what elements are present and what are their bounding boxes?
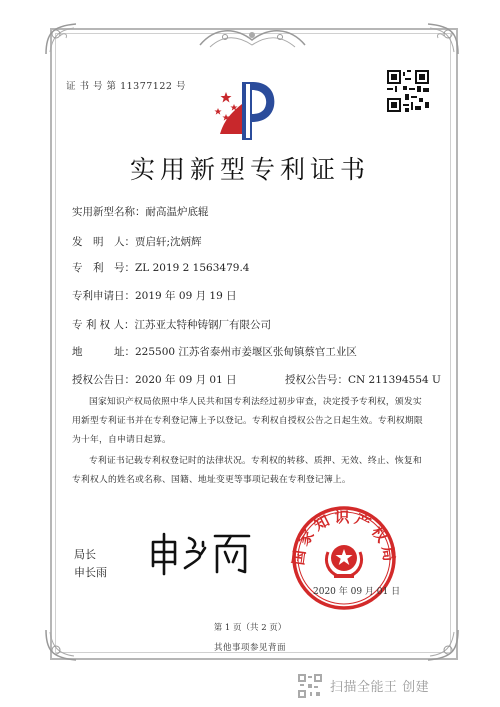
field-value: 225500 江苏省泰州市姜堰区张甸镇蔡官工业区 (135, 346, 357, 358)
corner-ornament-icon (426, 22, 460, 56)
field-inventor (72, 234, 202, 249)
field-label: 授权公告日： (72, 374, 135, 386)
signatory-title: 局长 (74, 548, 96, 561)
certificate-paragraph: 专利证书记载专利权登记时的法律状况。专利权的转移、质押、无效、终止、恢复和专利权人的姓名或名称、国籍、地址变更等事项记载在专利登记簿上。 (72, 456, 422, 485)
field-value: 2019 年 09 月 19 日 (135, 290, 237, 302)
field-address (72, 344, 357, 359)
field-filing-date (72, 288, 237, 303)
field-label: 专 利 号： (72, 262, 135, 274)
field-label: 发 明 人： (72, 236, 135, 248)
field-label: 专利申请日： (72, 290, 135, 302)
field-label: 授权公告号： (285, 374, 348, 386)
field-value: 2020 年 09 月 01 日 (135, 374, 237, 386)
field-value: 江苏亚太特种铸钢厂有限公司 (134, 319, 272, 331)
top-scroll-ornament-icon (195, 25, 310, 55)
scanner-watermark: 扫描全能王 创建 (330, 680, 430, 695)
field-label: 专 利 权 人： (72, 319, 135, 331)
seal-date: 2020 年 09 月 01 日 (313, 587, 401, 597)
corner-ornament-icon (44, 22, 78, 56)
field-patentee (72, 317, 271, 332)
field-utility-model-name (72, 204, 209, 219)
scanner-qr-icon (298, 674, 322, 698)
field-label: 地 址： (72, 346, 135, 358)
field-label: 实用新型名称： (72, 206, 146, 218)
seal-text: 国家知识产权局 (289, 508, 399, 567)
certificate-paragraph: 国家知识产权局依照中华人民共和国专利法经过初步审查，决定授予专利权，颁发实用新型专利证书并在专利登记簿上予以登记。专利权自授权公告之日起生效。专利权期限为十年，自申请日起算。 (72, 397, 423, 445)
certificate-number: 证 书 号 第 11377122 号 (66, 81, 186, 92)
signatory-name: 申长雨 (74, 566, 107, 579)
field-value: 贾启轩;沈炳辉 (135, 236, 202, 248)
field-patent-number (72, 260, 249, 275)
field-value: CN 211394554 U (348, 374, 441, 386)
certificate-title: 实用新型专利证书 (129, 155, 370, 184)
field-grant-date (72, 372, 237, 387)
qr-code-icon (387, 70, 429, 112)
field-value: ZL 2019 2 1563479.4 (135, 262, 250, 274)
page-number: 第 1 页（共 2 页） (213, 623, 287, 633)
patent-office-logo-icon (212, 74, 284, 144)
handwritten-signature-icon (145, 528, 255, 578)
footer-note: 其他事项参见背面 (213, 643, 286, 653)
field-value: 耐高温炉底辊 (145, 206, 209, 218)
field-grant-number (285, 372, 441, 387)
